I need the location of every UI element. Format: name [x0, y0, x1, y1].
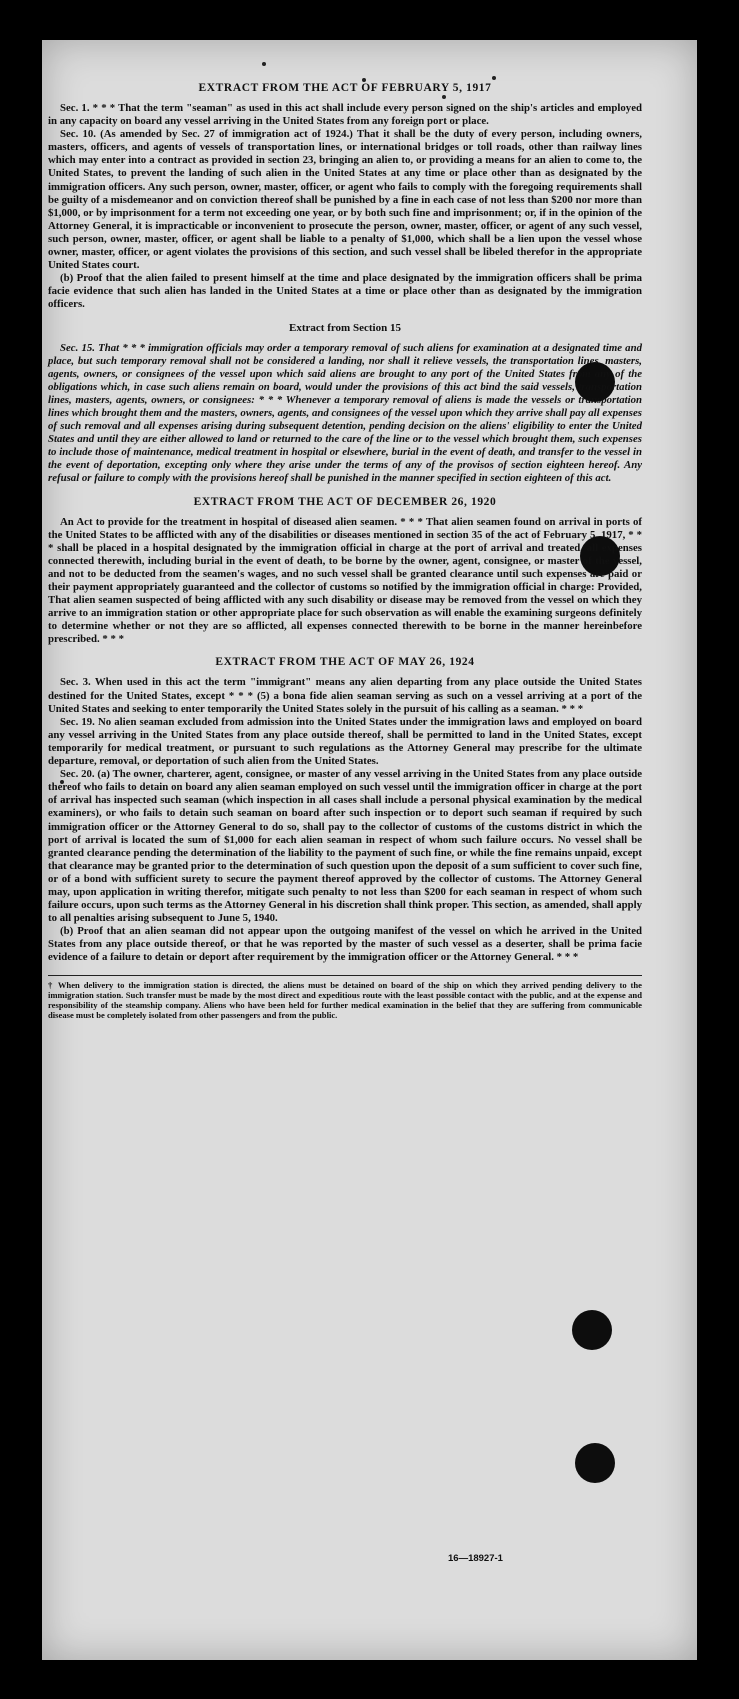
paragraph: Sec. 10. (As amended by Sec. 27 of immigration act of 1924.) That it shall be the duty of every person, including owners, masters, officers, and agents of vessels of transportation lines, or international bridges or toll roads, other than railway lines which may enter into a contract as provided in section 23, bringing an alien to, or providing a means for an alien to come to, the United States, to prevent the landing of such alien in the United States at any time or place other than as designated by the immigration officers. Any such person, owner, master, officer, or agent who fails to comply with the foregoing requirements shall be guilty of a misdemeanor and on conviction thereof shall be punished by a fine in each case of not less than $200 nor more than $1,000, or by imprisonment for a term not exceeding one year, or by both such fine and imprisonment; or, if in the opinion of the Attorney General, it is impracticable or inconvenient to prosecute the person, owner, master, officer, or agent of any such vessel, such person, owner, master, officer, or agent shall be liable to a penalty of $1,000, which shall be a lien upon the vessel whose owner, master, officer, or agent violates the provisions of this section, and such vessel shall be libeled therefor in the appropriate United States court.: [48, 128, 642, 272]
footnote: † When delivery to the immigration station is directed, the aliens must be detained on board of the ship on which they arrived pending delivery to the immigration station. Such transfer must be made by the most direct and expeditious route with the least possible contact with the public, and at the expense and responsibility of the steamship company. Aliens who have been held for further medical examination in the belief that they are suffering from communicable disease must be completely isolated from other passengers and from the public.: [48, 979, 642, 1021]
form-number: 16—18927-1: [448, 1553, 503, 1564]
section-heading: EXTRACT FROM THE ACT OF FEBRUARY 5, 1917: [198, 82, 492, 94]
paragraph: Sec. 3. When used in this act the term "immigrant" means any alien departing from any place outside the United States destined for the United States, except * * * (5) a bona fide alien seaman serving as such on a vessel arriving at a port of the United States and seeking to enter temporarily the United States solely in the pursuit of his calling as a seaman. * * *: [48, 676, 642, 715]
document-text: [48, 82, 642, 1021]
section-heading: EXTRACT FROM THE ACT OF DECEMBER 26, 1920: [193, 495, 497, 508]
punch-hole: [575, 1443, 615, 1483]
section-may-1924: [48, 656, 642, 964]
paragraph: An Act to provide for the treatment in hospital of diseased alien seamen. * * * That alien seamen found on arrival in ports of the United States to be afflicted with any of the disabilities or diseases mentioned in section 35 of the act of February 5, 1917, * * * shall be placed in a hospital designated by the immigration official in charge at the port of arrival and treated, all expenses connected therewith, including burial in the event of death, to be borne by the owner, agent, consignee, or master of the vessel, and not to be deducted from the seamen's wages, and no such vessel shall be granted clearance until such expenses are paid or their payment appropriately guaranteed and the collector of customs so notified by the immigration official in charge: Provided, That alien seamen suspected of being afflicted with any such disability or disease may be removed from the vessel on which they arrive to an immigration station or other appropriate place for such observation as will enable the examining surgeons definitely to determine whether or not they are so afflicted, all expenses connected therewith to be borne in the manner hereinbefore prescribed. * * *: [48, 515, 642, 646]
section-dec-1920: [48, 496, 642, 647]
section-15: [48, 322, 642, 486]
speck: [492, 76, 496, 80]
paragraph: Sec. 15. That * * * immigration officials may order a temporary removal of such aliens for examination at a designated time and place, but such temporary removal shall not be considered a landing, nor shall it relieve vessels, the transportation lines, masters, agents, owners, or consignees of the vessel upon which said aliens are brought to any port of the United States from any of the obligations which, in case such aliens remain on board, would under the provisions of this act bind the said vessels, transportation lines, masters, agents, owners, or consignees: * * * Whenever a temporary removal of aliens is made the vessels or transportation lines which brought them and the masters, owners, agents, and consignees of the vessel upon which they arrive shall pay all expenses of such removal and all expenses arising during subsequent detention, pending decision on the aliens' eligibility to enter the United States and until they are either allowed to land or returned to the care of the line or to the vessel which brought them, such expenses to include those of maintenance, medical treatment in hospital or elsewhere, burial in the event of death, and transfer to the vessel in the event of deportation, excepting only where they arise under the terms of any of the provisos of section eighteen hereof. Any refusal or failure to comply with the provisions hereof shall be punished in the manner specified in section eighteen of this act.: [48, 341, 642, 485]
paragraph: Sec. 20. (a) The owner, charterer, agent, consignee, or master of any vessel arriving in the United States from any place outside thereof who fails to detain on board any alien seaman employed on such vessel until the immigration officer in charge at the port of arrival has inspected such seaman (which inspection in all cases shall include a personal physical examination by the medical examiners), or who fails to detain such seaman on board after such inspection or to deport such seaman if required by such immigration officer or the Attorney General to do so, shall pay to the collector of customs of the customs district in which the port of arrival is located the sum of $1,000 for each alien seaman in respect of whom such failure occurs. No vessel shall be granted clearance pending the determination of the liability to the payment of such fine, or while the fine remains unpaid, except that clearance may be granted prior to the determination of such question upon the deposit of a sum sufficient to cover such fine, or of a bond with sufficient surety to secure the payment thereof approved by the collector of customs. The Attorney General may, upon application in writing therefor, mitigate such penalty to not less than $200 for each seaman in respect of whom such failure occurs, upon such terms as the Attorney General in his discretion shall think proper. This section, as amended, shall apply to all penalties arising subsequent to June 5, 1940.: [48, 768, 642, 925]
paragraph: Sec. 1. * * * That the term "seaman" as used in this act shall include every person signed on the ship's articles and employed in any capacity on board any vessel arriving in the United States from any foreign port or place.: [48, 102, 642, 128]
punch-hole: [572, 1310, 612, 1350]
speck: [262, 62, 266, 66]
section-feb-1917: [48, 82, 642, 312]
footnote-divider: [48, 975, 642, 976]
paragraph: (b) Proof that an alien seaman did not appear upon the outgoing manifest of the vessel on which he arrived in the United States from any place outside thereof, or that he was reported by the master of such vessel as a deserter, shall be prima facie evidence of a failure to detain or deport after requirement by the immigration officer or the Attorney General. * * *: [48, 925, 642, 964]
section-heading: Extract from Section 15: [289, 321, 401, 334]
section-heading: EXTRACT FROM THE ACT OF MAY 26, 1924: [215, 656, 475, 669]
paragraph: Sec. 19. No alien seaman excluded from admission into the United States under the immigration laws and employed on board any vessel arriving in the United States from any place outside thereof, shall be permitted to land in the United States, except temporarily for medical treatment, or pursuant to such regulations as the Attorney General may prescribe for the ultimate departure, removal, or deportation of such alien from the United States.: [48, 715, 642, 768]
paragraph: (b) Proof that the alien failed to present himself at the time and place designated by the immigration officers shall be prima facie evidence that such alien has landed in the United States at a time or place other than as designated by the immigration officers.: [48, 272, 642, 311]
